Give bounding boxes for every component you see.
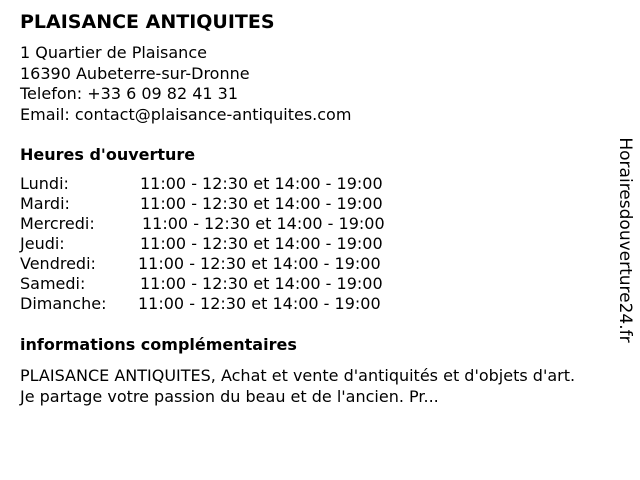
address-line-1: 1 Quartier de Plaisance <box>20 43 207 62</box>
business-name: PLAISANCE ANTIQUITES <box>20 11 275 33</box>
day-label: Lundi: <box>20 174 69 193</box>
time-range: 11:00 - 12:30 et 14:00 - 19:00 <box>142 214 385 233</box>
day-label: Dimanche: <box>20 294 107 313</box>
day-label: Vendredi: <box>20 254 96 273</box>
hours-row-saturday <box>20 274 385 294</box>
time-range: 11:00 - 12:30 et 14:00 - 19:00 <box>140 274 383 293</box>
email-address: Email: contact@plaisance-antiquites.com <box>20 104 352 124</box>
day-label: Mercredi: <box>20 214 95 233</box>
day-label: Jeudi: <box>20 234 65 253</box>
time-range: 11:00 - 12:30 et 14:00 - 19:00 <box>138 254 381 273</box>
info-heading: informations complémentaires <box>20 335 297 354</box>
hours-row-monday <box>20 174 385 194</box>
hours-row-sunday <box>20 294 385 314</box>
time-range: 11:00 - 12:30 et 14:00 - 19:00 <box>140 174 383 193</box>
time-range: 11:00 - 12:30 et 14:00 - 19:00 <box>138 294 381 313</box>
contact-block <box>20 43 351 125</box>
hours-row-friday <box>20 254 385 274</box>
hours-row-thursday <box>20 234 385 254</box>
hours-row-tuesday <box>20 194 385 214</box>
hours-heading: Heures d'ouverture <box>20 145 196 164</box>
day-label: Samedi: <box>20 274 86 293</box>
time-range: 11:00 - 12:30 et 14:00 - 19:00 <box>140 194 383 213</box>
hours-table <box>20 174 385 314</box>
phone-number: Telefon: +33 6 09 82 41 31 <box>20 84 239 103</box>
site-brand-vertical: Horairesdouverture24.fr <box>615 137 635 343</box>
day-label: Mardi: <box>20 194 70 213</box>
address-line-2: 16390 Aubeterre-sur-Dronne <box>20 63 250 83</box>
time-range: 11:00 - 12:30 et 14:00 - 19:00 <box>140 234 383 253</box>
info-description: PLAISANCE ANTIQUITES, Achat et vente d'antiquités et d'objets d'art. Je partage votre passion du beau et de l'ancien. Pr... <box>20 366 576 406</box>
hours-row-wednesday <box>20 214 385 234</box>
